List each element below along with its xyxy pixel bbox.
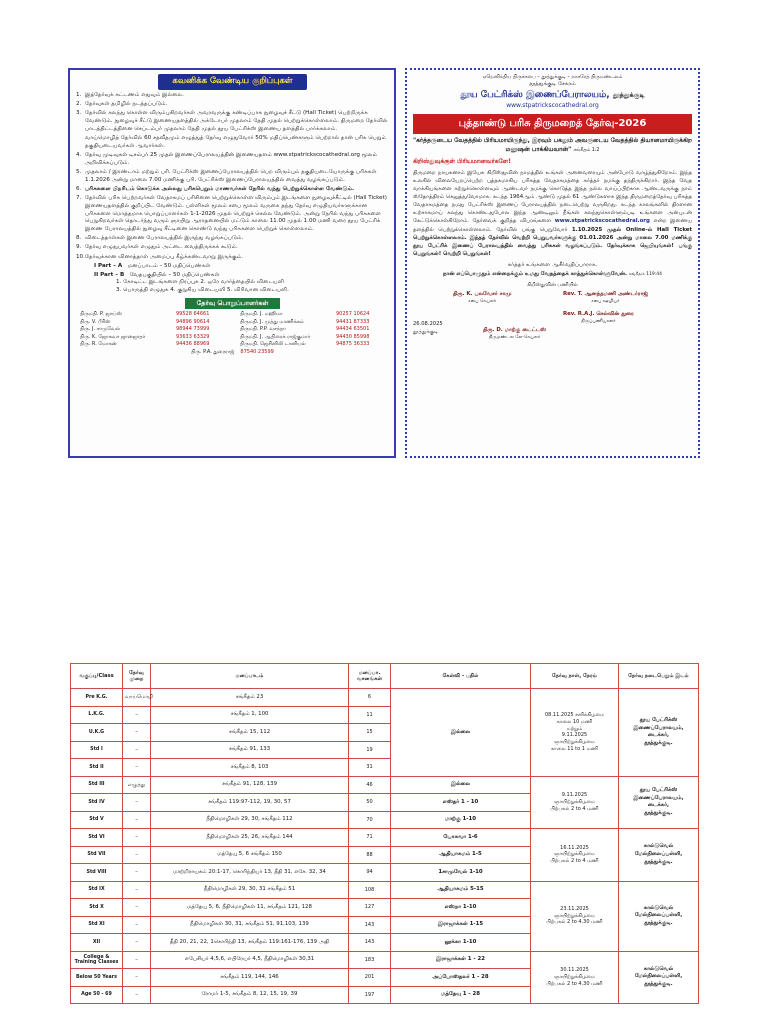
staff-last-row bbox=[76, 349, 389, 356]
mode-cell: – bbox=[123, 724, 151, 742]
issue-date-place: தூத்துக்குடி bbox=[413, 328, 439, 335]
body-text-2: என்ற இணைய தளத்தில் பெற்றுக்கொள்ளலாம். தேர்வில் பங்கு பெறுவோர் bbox=[413, 218, 692, 233]
rule-text: பரிசுகளை பிறரிடம் கொடுக்க அல்லது பரிசுபெறும் மாணவர்கள் நேரில் வந்து பெற்றுக்கொள்ள வேண்டும். bbox=[85, 185, 355, 192]
staff-name: திரு. R. மோகன் bbox=[80, 341, 117, 348]
rule-item bbox=[76, 235, 389, 243]
qa-cell: மத்தேயு 1 - 28 bbox=[391, 986, 531, 1004]
body-prize-info: இந்தத் தேர்வில் வெற்றி பெறுபவர்களுக்கு 01.01.2026 அன்று மாலை 7.00 மணிக்கு தூய பேட்ரிக் இணைப் பேராலயத்தில் வைத்து பரிசுகள் வழங்கப்படும். தேர்வுக்காக ஜெபியுங்கள்! பங்கு பெறுங்கள்! வெற்றி பெறுங்கள்! bbox=[413, 234, 692, 257]
invitation-body bbox=[413, 169, 692, 258]
rule-text: தேர்வில் கலந்து கொள்ள விரும்புகிறவர்கள் அவரவருக்கு கண்டிப்பாக நுழைவுச் சீட்டு (Hall Ticket) பெற்றிருக்க வேண்டும். நுழைவுச் சீட்டு இணையதளத்தில் அக்டோபர் முதலாம் தேதி முதல் பெற்றுக்கொள்ளலாம். திருமறை தேர்வில் பாடத்திட்டத்தினை செப்டம்பர் முதலாம் தேதி முதல் தூய பேட்ரிக்ஸ் இணைய தளத்தில் பார்க்கலாம். bbox=[85, 110, 388, 132]
class-cell: Std VII bbox=[71, 846, 123, 864]
staff-name: திரு. K. ஜோசுவா ஜானஜாதர் bbox=[80, 333, 146, 340]
mode-cell: – bbox=[123, 969, 151, 987]
venue-cell: தூய பேட்ரிக்ஸ் இணைப்பேராலயம், டைக்கர், தூத்துக்குடி. bbox=[619, 776, 699, 829]
signatory-role: சபை செயலர் bbox=[468, 299, 497, 304]
rule-number: 10. bbox=[76, 253, 85, 260]
class-cell: U.K.G bbox=[71, 724, 123, 742]
rule-item bbox=[76, 186, 389, 194]
verses-cell: 143 bbox=[349, 934, 391, 952]
rule-item bbox=[76, 92, 389, 100]
qa-cell: ஆதியாகமம் 1-5 bbox=[391, 846, 531, 864]
rule-text: தேர்வு எழுதுபவர்கள் எழுதும் அட்டை வைத்திருக்கக் கூடும். bbox=[85, 244, 238, 251]
class-cell: Std V bbox=[71, 811, 123, 829]
body-hall-ticket: 1.10.2025 முதல் Online-ல் Hall Ticket பெற்றுக்கொள்ளலாம். bbox=[413, 226, 692, 241]
qa-cell: அப்போஸ்தலர் 1 - 28 bbox=[391, 969, 531, 987]
passage-cell: சங்கீதம் 91, 133 bbox=[151, 741, 349, 759]
staff-name: திருமதி. P.P. வசந்தா bbox=[240, 326, 286, 333]
signatory bbox=[563, 311, 634, 325]
verses-cell: 31 bbox=[349, 759, 391, 777]
part-b bbox=[94, 272, 389, 295]
table-row bbox=[71, 881, 699, 899]
passage-cell: சங்கீதம் 8, 103 bbox=[151, 759, 349, 777]
table-row bbox=[71, 951, 699, 969]
verses-cell: 143 bbox=[349, 916, 391, 934]
class-cell: College & Training Classes bbox=[71, 951, 123, 969]
signatory-name: Rev. T. ஆனந்தமணி அண்டர்ராஜ் bbox=[563, 291, 648, 298]
verses-cell: 201 bbox=[349, 969, 391, 987]
qa-cell: இராஜாக்கள் 1-15 bbox=[391, 916, 531, 934]
rules-list bbox=[76, 92, 389, 262]
blessing: கர்த்தர் உங்களை ஆசீர்வதிப்பாராக. bbox=[507, 261, 598, 268]
table-row bbox=[71, 829, 699, 847]
signatory bbox=[453, 291, 511, 305]
staff-phone: 94430 85998 bbox=[336, 333, 370, 340]
staff-phone: 94436 88969 bbox=[176, 341, 210, 348]
rule-number: 6. bbox=[76, 185, 82, 192]
verses-cell: 88 bbox=[349, 846, 391, 864]
class-cell: XII bbox=[71, 934, 123, 952]
mode-cell: – bbox=[123, 829, 151, 847]
greeting: கிறிஸ்துவுக்குள் பிரியமானவர்களே! bbox=[413, 158, 511, 166]
verses-cell: 127 bbox=[349, 899, 391, 917]
qa-cell: எஸ்றா 1-10 bbox=[391, 899, 531, 917]
staff-name: திருமதி. ஜெசினிலி டானியல் bbox=[240, 341, 306, 348]
staff-phone: 94431 87333 bbox=[336, 318, 370, 325]
verses-cell: 19 bbox=[349, 741, 391, 759]
staff-name: திரு. V. பீரிஸ் bbox=[80, 318, 111, 325]
column-header: தேர்வு நடைபெறும் இடம் bbox=[619, 664, 699, 689]
qa-cell: இராஜாக்கள் 1 - 22 bbox=[391, 951, 531, 969]
passage-cell: சங்கீதம் 91, 128, 139 bbox=[151, 776, 349, 794]
class-cell: Std X bbox=[71, 899, 123, 917]
quote-reference: சங்கீதம் 1:2 bbox=[573, 148, 600, 154]
rule-number: 5. bbox=[76, 168, 82, 175]
mode-cell: – bbox=[123, 986, 151, 1004]
qa-cell: மாற்கு 1-10 bbox=[391, 811, 531, 829]
class-cell: Std IX bbox=[71, 881, 123, 899]
rule-number: 8. bbox=[76, 235, 82, 242]
mode-cell: – bbox=[123, 881, 151, 899]
verses-cell: 6 bbox=[349, 689, 391, 707]
signatory-role: திருமண்டல லே-செயலர் bbox=[488, 335, 541, 340]
rule-item bbox=[76, 152, 389, 168]
table-row bbox=[71, 776, 699, 794]
staff-heading: தேர்வு பொறுப்பாளர்கள் bbox=[185, 298, 281, 309]
mode-cell: – bbox=[123, 741, 151, 759]
date-cell: 9.11.2025 ஞாயிற்றுக்கிழமை பிற்பகல் 2 to 4 மணி bbox=[531, 776, 619, 829]
verses-cell: 15 bbox=[349, 724, 391, 742]
instructions-panel bbox=[68, 68, 396, 458]
pastorate-line: தூத்துக்குடி சேகரம் bbox=[529, 81, 576, 88]
mode-cell: எழுத்து bbox=[123, 776, 151, 794]
staff-name: திருமதி. J. முத்து மாணிக்கம் bbox=[240, 318, 304, 325]
staff-name: திருமதி. P. ஜாய்ஸ் bbox=[80, 311, 122, 318]
verses-cell: 108 bbox=[349, 881, 391, 899]
signatory bbox=[483, 327, 546, 341]
signatory-name: திரு. K. பலவேசர் சாமு bbox=[453, 291, 512, 298]
class-cell: Std III bbox=[71, 776, 123, 794]
date-cell: 08.11.2025 சனிக்கிழமை காலை 10 மணி மற்றும் 9.11.2025 ஞாயிற்றுக்கிழமை காலை 11 to 1 மணி bbox=[531, 689, 619, 777]
passage-cell: நீதிமொழிகள் 30, 31, சங்கீதம் 51, 91,103, 139 bbox=[151, 916, 349, 934]
staff-name: திரு. P.A. துரைராஜ் bbox=[191, 349, 235, 356]
verses-cell: 46 bbox=[349, 776, 391, 794]
rule-text: தேர்வுகள் தமிழில் நடத்தப்படும். bbox=[85, 101, 168, 108]
date-cell: 30.11.2025 ஞாயிற்றுக்கிழமை பிற்பகல் 2 to 4.30 மணி bbox=[531, 951, 619, 1004]
rule-text: விடைத்தாள்கள் இணை பேராலயத்தில் இருந்து வழங்கப்படும். bbox=[85, 235, 244, 242]
mode-cell: – bbox=[123, 759, 151, 777]
passage-cell: நீதிமொழிகள் 29, 30, 31 சங்கீதம் 51 bbox=[151, 881, 349, 899]
mode-cell: – bbox=[123, 706, 151, 724]
verses-cell: 71 bbox=[349, 829, 391, 847]
cathedral-place: தூத்துக்குடி bbox=[612, 91, 645, 100]
rule-item bbox=[76, 195, 389, 234]
website-link[interactable]: www.stpatrickscocathedral.org bbox=[506, 102, 599, 110]
staff-name: திருமதி. J. ஆதிரைக் ராஜ்குமார் bbox=[240, 333, 311, 340]
rule-item bbox=[76, 169, 389, 185]
column-header: மனப்பாடம் bbox=[151, 664, 349, 689]
staff-phone: 99528 64661 bbox=[176, 311, 210, 318]
passage-cell: ரோமர் 1-5, சங்கீதம் 8, 12, 15, 19, 39 bbox=[151, 986, 349, 1004]
mode-cell: – bbox=[123, 864, 151, 882]
column-header: மனப்பா. வசனங்கள் bbox=[349, 664, 391, 689]
passage-cell: சங்கீதம் 15, 112 bbox=[151, 724, 349, 742]
staff-phone: 94434 63501 bbox=[336, 326, 370, 333]
staff-name: திருமதி. J. மஹிமா bbox=[240, 311, 283, 318]
qa-cell: இல்லை bbox=[391, 776, 531, 794]
question-parts bbox=[76, 263, 389, 295]
instructions-title: கவனிக்க வேண்டிய குறிப்புகள் bbox=[158, 74, 306, 90]
class-cell: Std I bbox=[71, 741, 123, 759]
rule-number: 9. bbox=[76, 244, 82, 251]
instructions-title-wrap bbox=[76, 74, 389, 90]
column-header: வகுப்பு/Class bbox=[71, 664, 123, 689]
qa-cell: யோசுவா 1-6 bbox=[391, 829, 531, 847]
exam-banner: புத்தாண்டு பரிசு திருமறைத் தேர்வு-2026 bbox=[413, 114, 692, 135]
staff-phone: 94875 36333 bbox=[336, 341, 370, 348]
class-cell: L.K.G. bbox=[71, 706, 123, 724]
class-cell: Std XI bbox=[71, 916, 123, 934]
mode-cell: – bbox=[123, 846, 151, 864]
qa-cell: எஸ்தர் 1 - 10 bbox=[391, 794, 531, 812]
column-header: கேள்வி - பதில் bbox=[391, 664, 531, 689]
rule-number: 2. bbox=[76, 101, 82, 108]
cathedral-name bbox=[413, 89, 692, 102]
body-website-link[interactable]: www.stpatrickscocathedral.org bbox=[554, 218, 650, 225]
exam-schedule-table bbox=[70, 663, 699, 1004]
passage-cell: தீதி 20, 21, 22, 1கொரிந்தி 13, சங்கீதம் 119:161-176, 139 அதி bbox=[151, 934, 349, 952]
verses-cell: 94 bbox=[349, 864, 391, 882]
passage-cell: மாற்றிராயகம் 20:1-17, கொரிந்தியர் 13, தீதி 31, எசே. 32, 34 bbox=[151, 864, 349, 882]
venue-cell: கால்டுவெல் மேல்நிலைப்பள்ளி, தூத்துக்குடி. bbox=[619, 829, 699, 882]
class-cell: Std VIII bbox=[71, 864, 123, 882]
class-cell: Std IV bbox=[71, 794, 123, 812]
qa-cell: இல்லை bbox=[391, 689, 531, 777]
rule-item bbox=[76, 101, 389, 109]
invitation-panel bbox=[405, 68, 700, 458]
signature-label: கிறிஸ்துவின் பணியில் bbox=[527, 281, 578, 288]
rule-text: வாய்மொழித் தேர்வில் 60 சதவீதமும் எழுத்துத் தேர்வு எழுதுவோர் 50% மதிப்பெண்களும் பெற்றால் தான் பரிசு பெறும் தகுதியடையவர்கள் ஆவார்கள். bbox=[85, 134, 387, 149]
qa-cell: ஆதியாகமம் 5-15 bbox=[391, 881, 531, 899]
closing-text: நான் எப்பொழுதும் என்றைக்கும் உமது வேதத்தைக் காத்துக்கொள்ளுவேன். bbox=[442, 271, 628, 278]
part-a bbox=[94, 263, 389, 271]
passage-cell: சங்கீதம் 119:97-112, 19, 30, 57 bbox=[151, 794, 349, 812]
rule-number: 1. bbox=[76, 91, 82, 98]
verses-cell: 197 bbox=[349, 986, 391, 1004]
rule-text: தேர்வில் பரிசு பெற்றவர்கள் வேதாகமப் பரிசினை பெற்றுக்கொள்ள விரும்பும் இடங்களை நுழைவுச்சீட்டில் (Hall Ticket) இணையதளத்தில் குறிப்பிட வேண்டும். பள்ளிகள் மூலம் சபை மூலம் வருகை தந்து தேர்வு எழுதியவர்களுக்கான பரிசுகளை மொத்தமாக பொறுப்பாளர்கள் 1-1-2026 முதல் பெற்றுச் செல்ல வேண்டும். அன்று நேரில் வந்து பரிசுகளை பெறுகிறவர்கள் தொடர்ந்து வரும் ஞாயிறு ஆராதனையில் மட்டும் காலை 11.00 முதல் 1.00 மணி வரை தூய பேட்ரிக் இணை பேராலயத்தில் நுழைவு சீட்டினை கொண்டு வந்து பரிசுகளை பெற்றுக் கொள்ளலாம். bbox=[85, 194, 387, 233]
mode-cell: – bbox=[123, 951, 151, 969]
cathedral-name-text: தூய பேட்ரிக்ஸ் இணைப்பேராலயம், bbox=[460, 90, 610, 101]
staff-heading-wrap bbox=[76, 298, 389, 309]
closing-reference: சங்கீதம் 119:44 bbox=[628, 272, 663, 278]
signatory bbox=[563, 291, 648, 305]
rule-number: 3. bbox=[76, 110, 82, 117]
class-cell: Std II bbox=[71, 759, 123, 777]
mode-cell: – bbox=[123, 794, 151, 812]
mode-cell: – bbox=[123, 811, 151, 829]
mode-cell: வாய்மொழி bbox=[123, 689, 151, 707]
verses-cell: 70 bbox=[349, 811, 391, 829]
table-header-row bbox=[71, 664, 699, 689]
issue-date-value: 26.08.2025 bbox=[413, 321, 443, 328]
passage-cell: சங்கீதம் 119, 144, 146 bbox=[151, 969, 349, 987]
part-heading: II Part – B bbox=[94, 271, 125, 278]
signatory-role: சபை ஊழியர் bbox=[591, 299, 620, 304]
staff-list bbox=[76, 311, 389, 348]
mode-cell: – bbox=[123, 899, 151, 917]
signatory-name: Rev. R.A.J. செல்வின் துரை bbox=[563, 311, 634, 318]
part-description: மனப்பாடம் – 50 மதிப்பெண்கள் bbox=[127, 262, 211, 269]
class-cell: Below 50 Years bbox=[71, 969, 123, 987]
class-cell: Pre K.G. bbox=[71, 689, 123, 707]
passage-cell: மத்தேயு 5, 6, நீதிமொழிகள் 11, சங்கீதம் 121, 128 bbox=[151, 899, 349, 917]
qa-cell: 1சாமுவேல் 1-10 bbox=[391, 864, 531, 882]
quote-text: "கர்த்தருடைய வேதத்தில் பிரியமாயிருந்து, இரவும் பகலும் அவருடைய வேதத்தில் தியானமாயிருக்கிற மனுஷன் பாக்கியவான்" bbox=[413, 137, 692, 154]
rule-item bbox=[76, 135, 389, 151]
passage-cell: எபேசியர் 4,5,6, எபிரேயர் 4,5, நீதிமொழிகள் 30,31 bbox=[151, 951, 349, 969]
signatures bbox=[413, 291, 692, 351]
signatory-name: திரு. D. மாற்கு டைட்டஸ் bbox=[483, 327, 546, 334]
scripture-quote bbox=[413, 137, 692, 155]
venue-cell: தூய பேட்ரிக்ஸ் இணைப்பேராலயம், டைக்கர், தூத்துக்குடி. bbox=[619, 689, 699, 777]
date-cell: 16.11.2025 ஞாயிற்றுக்கிழமை பிற்பகல் 2 to 4 மணி bbox=[531, 829, 619, 882]
rule-item bbox=[76, 254, 389, 262]
part-heading: I Part – A bbox=[94, 262, 123, 269]
verses-cell: 183 bbox=[349, 951, 391, 969]
staff-name: திரு. J. சாமுவேல் bbox=[80, 326, 120, 333]
passage-cell: சங்கீதம் 1, 100 bbox=[151, 706, 349, 724]
venue-cell: கால்டுவெல் மேல்நிலைப்பள்ளி, தூத்துக்குடி. bbox=[619, 951, 699, 1004]
mode-cell: – bbox=[123, 934, 151, 952]
part-description: வேதபகுதியில் – 50 மதிப்பெண்கள் bbox=[129, 271, 220, 278]
date-cell: 23.11.2025 ஞாயிற்றுக்கிழமை பிற்பகல் 2 to 4.30 மணி bbox=[531, 881, 619, 951]
table-row bbox=[71, 689, 699, 707]
venue-cell: கால்டுவெல் மேல்நிலைப்பள்ளி, தூத்துக்குடி. bbox=[619, 881, 699, 951]
staff-phone: 93633 63329 bbox=[176, 333, 210, 340]
passage-cell: நீதிமொழிகள் 29, 30, சங்கீதம் 112 bbox=[151, 811, 349, 829]
column-header: தேர்வு முறை bbox=[123, 664, 151, 689]
diocese-line: ஏறெனிந்திய திருச்சபை – தூத்துக்குடி – நாசரேத் திருமண்டலம் bbox=[482, 74, 623, 80]
rule-item bbox=[76, 244, 389, 252]
passage-cell: மத்தேயு 5, 6 சங்கீதம் 150 bbox=[151, 846, 349, 864]
part-subsections: 1. கோடிட்ட இடங்களை நிரப்புக 2. ஒரே வார்த்தையில் விடையளி 3. பொருத்தி எழுதுக 4. குறுகிய விடையளி 5. விரிவான விடையளி. bbox=[116, 279, 289, 294]
rule-number: 7. bbox=[76, 194, 82, 201]
rule-text: முதலாம் / இரண்டாம் மற்றும் பரி. பேட்ரிக்ஸ் இணைப்பேராலயத்தில் பெற விரும்பும் தகுதியடையோருக்கு பரிசுகள் 1.1.2026 அன்று மாலை 7.00 மணிக்கு பரி. பேட்ரிக்ஸ் இணைப்பேராலயத்தில் வைத்து வழங்கப்படும். bbox=[85, 168, 377, 183]
rule-text: தேர்வு முடிவுகள் டிசம்பர் 25 முதல் இணைப்பேராலயத்தின் இணையதளம் www.stpatrickscocathedral.org மூலம் அறிவிக்கப்படும். bbox=[85, 151, 378, 166]
rule-number: 4. bbox=[76, 151, 82, 158]
staff-phone: 90257 10624 bbox=[336, 311, 370, 318]
verses-cell: 11 bbox=[349, 706, 391, 724]
qa-cell: லூக்கா 1-10 bbox=[391, 934, 531, 952]
body-text-1: திருமறை நாயகனாம் இயேசு கிறிஸ்துவின் நாமத்தில் உங்கள் அனைவரையும் அன்போடு வாழ்த்துகிறோம். இந்த உலகில் விலையேறப்பெற்ற புத்தகமாகிய பரிசுத்த வேதாகமத்தை கர்த்தர் நமக்கு தந்திருக்கிறார். இந்த வேத வாக்கியங்களை கற்றுக்கொள்ளவும் ஆண்டவர் நமக்கு கொடுத்த இந்த நல்ல வாய்ப்பிற்காக ஆண்டவருக்கு நாம் ஸ்தோத்திரம் செலுத்துவோமாக. கடந்த 1964ஆம் ஆண்டு முதல் 61 ஆண்டுகளாக இந்த திருமறைத்தேர்வு பரிசுத்த வேதாகமத்தை நமது பேட்ரிக்ஸ் இணைப் பேராலயத்தில் நடைபெற்று வருகிறது. கடந்த காலங்களில் திரளான உற்சாகமாய் கலந்து கொண்டதுபோல இந்த ஆண்டிலும் நீங்கள் கலந்துகொள்ளும்படி உங்களை அன்புடன் கேட்டுக்கொள்கிறோம். தேர்வைக் குறித்த விபரங்களை bbox=[413, 169, 692, 225]
closing-verse bbox=[413, 271, 692, 279]
staff-phone: 87540 23599 bbox=[240, 349, 274, 356]
verses-cell: 50 bbox=[349, 794, 391, 812]
rule-text: இத்தேர்வுக் கட்டணம் எதுவும் இல்லை. bbox=[85, 91, 184, 98]
column-header: தேர்வு நாள், நேரம் bbox=[531, 664, 619, 689]
class-cell: Std VI bbox=[71, 829, 123, 847]
rule-text: தேர்வுக்கான வினாத்தாள் அமைப்பு கீழ்க்கண்டவாறு இருக்கும். bbox=[85, 253, 243, 260]
passage-cell: சங்கீதம் 23 bbox=[151, 689, 349, 707]
class-cell: Age 50 - 69 bbox=[71, 986, 123, 1004]
signatory-role: திருப்பணியாளர் bbox=[581, 319, 616, 324]
rule-item bbox=[76, 110, 389, 133]
issue-date bbox=[413, 321, 443, 336]
staff-phone: 94896 90614 bbox=[176, 318, 210, 325]
staff-phone: 98944 73999 bbox=[176, 326, 210, 333]
passage-cell: நீதிமொழிகள் 25, 26, சங்கீதம் 144 bbox=[151, 829, 349, 847]
mode-cell: – bbox=[123, 916, 151, 934]
